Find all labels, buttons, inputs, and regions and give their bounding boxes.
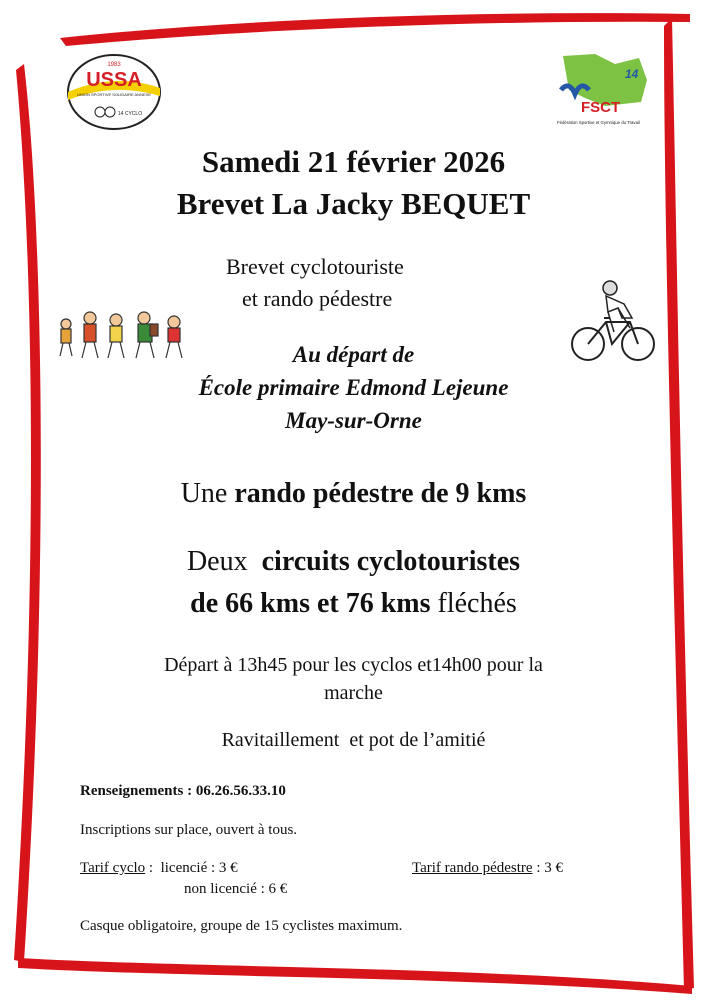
fsct-logo	[555, 50, 655, 130]
intro-line2: et rando pédestre	[242, 286, 393, 311]
depart-town: May-sur-Orne	[285, 408, 422, 433]
fsct-text: FSCT	[581, 99, 621, 116]
tarif-cyclo	[80, 857, 238, 879]
rando-bold: rando pédestre de 9 kms	[234, 478, 527, 509]
circuits-suffix: fléchés	[430, 588, 517, 619]
horaires-line1: Départ à 13h45 pour les cyclos et14h00 pour la	[164, 654, 543, 676]
ussa-year: 1983	[107, 62, 121, 68]
tarif-cyclo-non-licencie: non licencié : 6 €	[184, 881, 288, 897]
circuits-bold1: circuits cyclotouristes	[261, 546, 521, 577]
inscriptions: Inscriptions sur place, ouvert à tous.	[80, 822, 298, 838]
renseignements: Renseignements : 06.26.56.33.10	[80, 783, 286, 799]
event-name-title: Brevet La Jacky BEQUET	[176, 186, 531, 221]
ravitaillement: Ravitaillement et pot de l’amitié	[221, 729, 486, 751]
depart-school: École primaire Edmond Lejeune	[198, 375, 509, 400]
tarif-rando-label: Tarif rando pédestre	[412, 860, 533, 876]
tarif-cyclo-label: Tarif cyclo	[80, 860, 146, 876]
casque-notice: Casque obligatoire, groupe de 15 cyclistes maximum.	[80, 918, 403, 934]
fsct-number: 14	[625, 67, 639, 81]
rando-line	[0, 476, 707, 512]
event-date-title: Samedi 21 février 2026	[201, 144, 506, 179]
tarif-rando-value: : 3 €	[532, 860, 563, 876]
tarif-cyclo-licencie: : licencié : 3 €	[145, 860, 238, 876]
fsct-caption: Fédération Sportive et Gymnique du Travail	[557, 120, 640, 125]
ussa-logo	[64, 52, 164, 132]
circuits-line1	[0, 544, 707, 580]
circuits-prefix: Deux	[186, 546, 262, 577]
intro-line1: Brevet cyclotouriste	[226, 254, 404, 279]
ussa-ring-text: UNION SPORTIVE SOLIDAIRE ANNEXE	[77, 92, 151, 97]
depart-label: Au départ de	[292, 342, 415, 367]
ussa-text: USSA	[86, 69, 142, 91]
circuits-bold2: de 66 kms et 76 kms	[190, 588, 431, 619]
horaires-line2: marche	[324, 682, 383, 704]
rando-prefix: Une	[180, 478, 235, 509]
tarif-rando	[412, 857, 563, 879]
ussa-bottom: 14 CYCLO	[117, 111, 143, 117]
circuits-line2	[0, 586, 707, 622]
